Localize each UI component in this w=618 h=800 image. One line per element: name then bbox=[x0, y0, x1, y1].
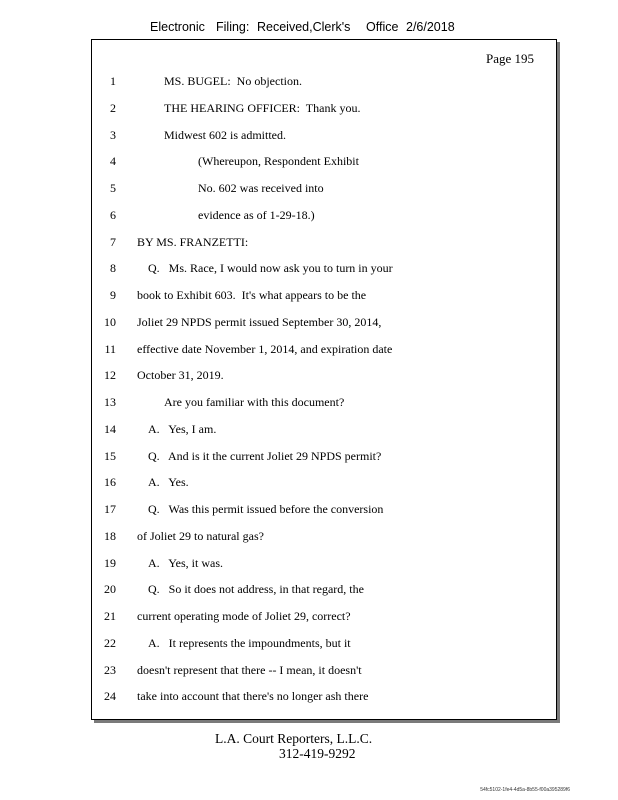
transcript-line: Q. So it does not address, in that regard, the bbox=[148, 582, 364, 597]
line-number: 13 bbox=[104, 395, 116, 409]
line-number: 18 bbox=[104, 528, 116, 543]
line-number: 11 bbox=[104, 341, 116, 356]
transcript-page bbox=[91, 39, 557, 720]
line-number: 4 bbox=[110, 154, 116, 169]
line-number: 16 bbox=[104, 475, 116, 490]
line-number: 14 bbox=[104, 421, 116, 436]
line-number: 3 bbox=[110, 127, 116, 142]
filing-header-office: Office bbox=[366, 20, 399, 34]
line-number: 5 bbox=[110, 181, 116, 195]
transcript-line: book to Exhibit 603. It's what appears to be the bbox=[137, 288, 367, 302]
transcript-line: effective date November 1, 2014, and expiration date bbox=[137, 341, 393, 356]
filing-header bbox=[0, 20, 618, 36]
line-number: 24 bbox=[104, 689, 116, 704]
filing-header-date: 2/6/2018 bbox=[406, 20, 455, 34]
transcript-line: doesn't represent that there -- I mean, it doesn't bbox=[137, 662, 362, 677]
transcript-line: evidence as of 1-29-18.) bbox=[198, 207, 315, 222]
transcript-line: THE HEARING OFFICER: Thank you. bbox=[164, 100, 361, 115]
line-number: 20 bbox=[104, 582, 116, 597]
page-number: Page 195 bbox=[485, 51, 534, 66]
transcript-line: A. It represents the impoundments, but it bbox=[148, 635, 351, 650]
transcript-line: Are you familiar with this document? bbox=[164, 395, 345, 409]
filing-header-filing: Filing: bbox=[216, 20, 250, 34]
line-number: 9 bbox=[110, 288, 116, 302]
line-number: 17 bbox=[104, 502, 116, 516]
transcript-line: A. Yes, I am. bbox=[148, 421, 217, 436]
line-number: 1 bbox=[110, 74, 116, 88]
transcript-line: Q. Was this permit issued before the conversion bbox=[148, 502, 384, 516]
footer-phone: 312-419-9292 bbox=[279, 746, 356, 761]
document-id: 54fc5102-1fe4-4d5a-8b55-f00a395289f6 bbox=[480, 787, 570, 793]
line-number: 15 bbox=[104, 448, 116, 463]
transcript-line: No. 602 was received into bbox=[198, 181, 324, 195]
transcript-line: current operating mode of Joliet 29, correct? bbox=[137, 609, 351, 623]
line-number: 7 bbox=[110, 234, 116, 249]
line-number: 6 bbox=[110, 207, 116, 222]
line-number: 21 bbox=[104, 609, 116, 623]
line-number: 12 bbox=[104, 368, 116, 383]
transcript-line: A. Yes. bbox=[148, 475, 189, 490]
line-number: 23 bbox=[104, 662, 116, 677]
transcript-line: Q. Ms. Race, I would now ask you to turn in your bbox=[148, 261, 393, 276]
transcript-line: Q. And is it the current Joliet 29 NPDS permit? bbox=[148, 448, 382, 463]
transcript-line: take into account that there's no longer ash there bbox=[137, 689, 369, 704]
filing-header-electronic: Electronic bbox=[150, 20, 205, 34]
line-number: 2 bbox=[110, 100, 116, 115]
transcript-line: October 31, 2019. bbox=[137, 368, 224, 383]
line-number: 10 bbox=[104, 314, 116, 329]
line-number: 19 bbox=[104, 555, 116, 570]
transcript-line: (Whereupon, Respondent Exhibit bbox=[198, 154, 359, 169]
transcript-line: of Joliet 29 to natural gas? bbox=[137, 528, 264, 543]
transcript-line: A. Yes, it was. bbox=[148, 555, 224, 570]
line-number: 8 bbox=[110, 261, 116, 276]
transcript-line: MS. BUGEL: No objection. bbox=[164, 74, 302, 88]
filing-header-received: Received,Clerk's bbox=[257, 20, 351, 34]
footer-firm: L.A. Court Reporters, L.L.C. bbox=[215, 731, 373, 746]
transcript-line: Joliet 29 NPDS permit issued September 30, 2014, bbox=[137, 314, 382, 329]
transcript-line: Midwest 602 is admitted. bbox=[164, 127, 286, 142]
line-number: 22 bbox=[104, 635, 116, 650]
transcript-line: BY MS. FRANZETTI: bbox=[137, 234, 249, 249]
